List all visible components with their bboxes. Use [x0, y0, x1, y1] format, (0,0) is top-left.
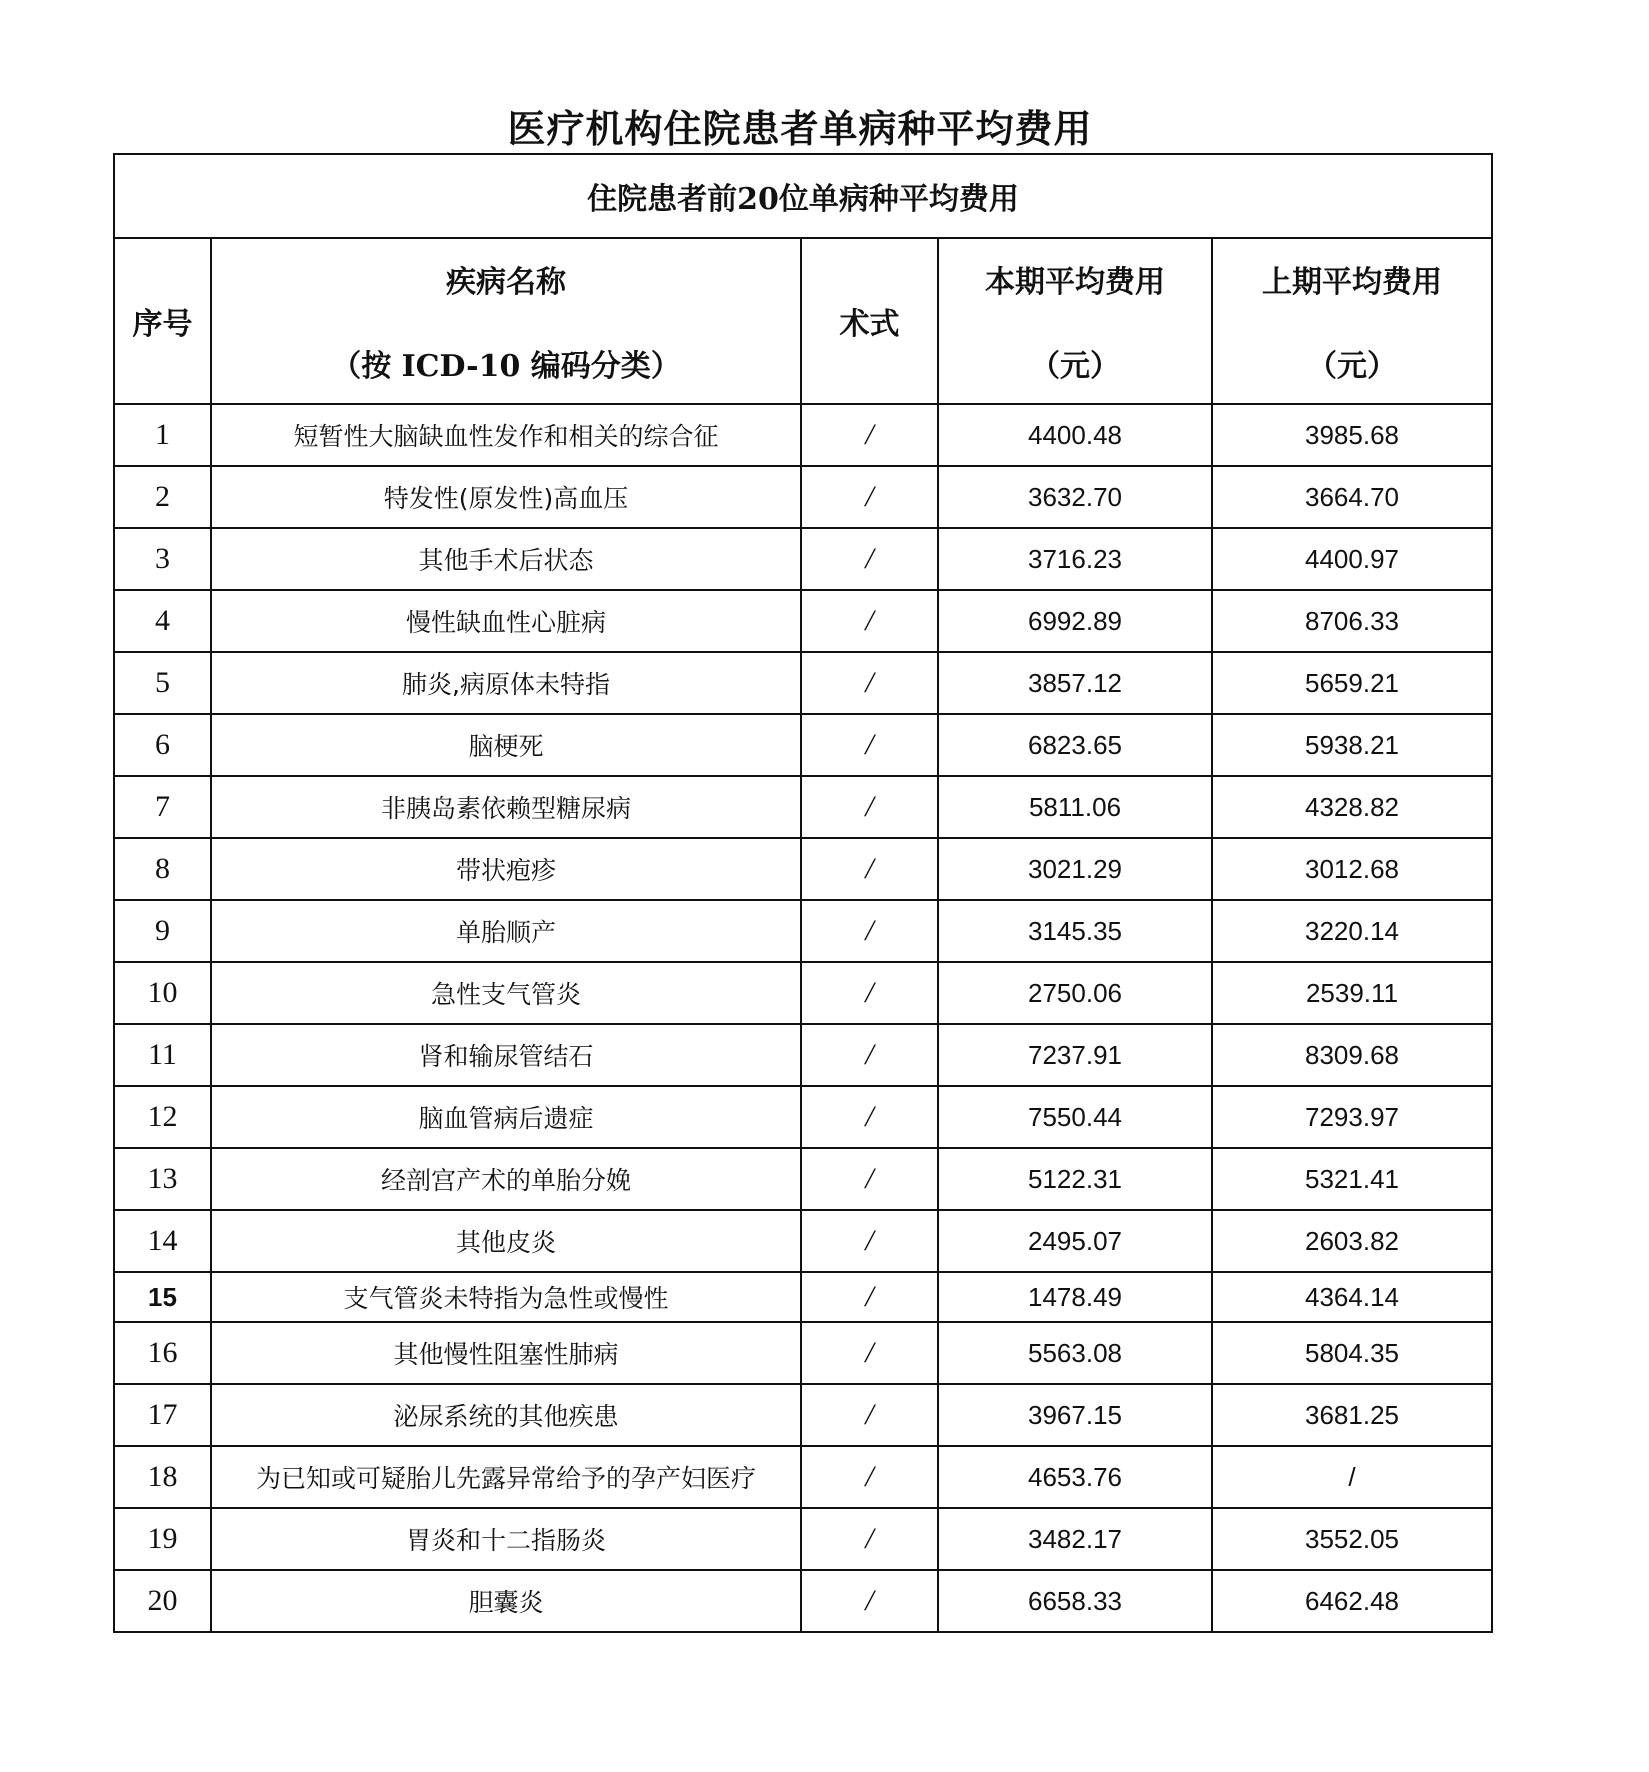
row-current-average: 3482.17 [938, 1508, 1212, 1570]
table-row [114, 652, 1492, 714]
row-current-average: 3145.35 [938, 900, 1212, 962]
row-current-average: 1478.49 [938, 1272, 1212, 1322]
row-disease-name: 非胰岛素依赖型糖尿病 [211, 776, 801, 838]
table-row [114, 1024, 1492, 1086]
header-current-average [938, 238, 1212, 404]
row-disease-name: 为已知或可疑胎儿先露异常给予的孕产妇医疗 [211, 1446, 801, 1508]
row-current-average: 2495.07 [938, 1210, 1212, 1272]
row-disease-name: 慢性缺血性心脏病 [211, 590, 801, 652]
table-row [114, 590, 1492, 652]
row-procedure: / [801, 1210, 938, 1272]
row-disease-name: 脑血管病后遗症 [211, 1086, 801, 1148]
row-previous-average: 5659.21 [1212, 652, 1492, 714]
row-disease-name: 短暂性大脑缺血性发作和相关的综合征 [211, 404, 801, 466]
header-disease-name-line1: 疾病名称 [446, 265, 566, 300]
table-row [114, 1272, 1492, 1322]
row-procedure: / [801, 776, 938, 838]
row-current-average: 4653.76 [938, 1446, 1212, 1508]
row-previous-average: 3220.14 [1212, 900, 1492, 962]
header-current-average-line1: 本期平均费用 [985, 265, 1165, 300]
row-previous-average: 5321.41 [1212, 1148, 1492, 1210]
row-previous-average: 5938.21 [1212, 714, 1492, 776]
row-current-average: 5811.06 [938, 776, 1212, 838]
row-previous-average: / [1212, 1446, 1492, 1508]
row-disease-name: 肾和输尿管结石 [211, 1024, 801, 1086]
row-disease-name: 其他皮炎 [211, 1210, 801, 1272]
row-procedure: / [801, 1322, 938, 1384]
row-disease-name: 急性支气管炎 [211, 962, 801, 1024]
row-current-average: 7237.91 [938, 1024, 1212, 1086]
table-row [114, 1322, 1492, 1384]
row-seq: 3 [114, 528, 211, 590]
header-previous-average-line2: （元） [1307, 349, 1397, 384]
table-row [114, 962, 1492, 1024]
row-current-average: 7550.44 [938, 1086, 1212, 1148]
row-disease-name: 肺炎,病原体未特指 [211, 652, 801, 714]
row-previous-average: 3012.68 [1212, 838, 1492, 900]
row-seq: 10 [114, 962, 211, 1024]
row-procedure: / [801, 652, 938, 714]
row-procedure: / [801, 900, 938, 962]
row-previous-average: 8309.68 [1212, 1024, 1492, 1086]
row-current-average: 6823.65 [938, 714, 1212, 776]
row-current-average: 6658.33 [938, 1570, 1212, 1632]
row-current-average: 3857.12 [938, 652, 1212, 714]
row-seq: 14 [114, 1210, 211, 1272]
row-previous-average: 7293.97 [1212, 1086, 1492, 1148]
row-procedure: / [801, 1570, 938, 1632]
row-current-average: 6992.89 [938, 590, 1212, 652]
row-seq: 18 [114, 1446, 211, 1508]
row-seq: 17 [114, 1384, 211, 1446]
table-row [114, 1446, 1492, 1508]
row-disease-name: 特发性(原发性)高血压 [211, 466, 801, 528]
row-procedure: / [801, 1272, 938, 1322]
row-procedure: / [801, 714, 938, 776]
row-procedure: / [801, 590, 938, 652]
header-row [114, 238, 1492, 404]
table-row [114, 1086, 1492, 1148]
header-disease-name [211, 238, 801, 404]
row-seq: 7 [114, 776, 211, 838]
row-disease-name: 支气管炎未特指为急性或慢性 [211, 1272, 801, 1322]
header-previous-average [1212, 238, 1492, 404]
row-disease-name: 胃炎和十二指肠炎 [211, 1508, 801, 1570]
row-seq: 20 [114, 1570, 211, 1632]
row-seq: 6 [114, 714, 211, 776]
row-procedure: / [801, 404, 938, 466]
row-current-average: 5563.08 [938, 1322, 1212, 1384]
row-procedure: / [801, 1148, 938, 1210]
row-seq: 15 [114, 1272, 211, 1322]
row-current-average: 3632.70 [938, 466, 1212, 528]
header-previous-average-line1: 上期平均费用 [1262, 265, 1442, 300]
row-previous-average: 3552.05 [1212, 1508, 1492, 1570]
header-current-average-line2: （元） [1030, 349, 1120, 384]
row-procedure: / [801, 1446, 938, 1508]
row-disease-name: 胆囊炎 [211, 1570, 801, 1632]
row-procedure: / [801, 962, 938, 1024]
row-disease-name: 经剖宫产术的单胎分娩 [211, 1148, 801, 1210]
table-row [114, 1384, 1492, 1446]
fee-table [113, 153, 1493, 1633]
table-row [114, 838, 1492, 900]
table-row [114, 1508, 1492, 1570]
row-procedure: / [801, 528, 938, 590]
row-seq: 12 [114, 1086, 211, 1148]
row-previous-average: 4400.97 [1212, 528, 1492, 590]
row-seq: 5 [114, 652, 211, 714]
row-previous-average: 8706.33 [1212, 590, 1492, 652]
row-current-average: 3716.23 [938, 528, 1212, 590]
row-previous-average: 3681.25 [1212, 1384, 1492, 1446]
table-row [114, 714, 1492, 776]
row-seq: 9 [114, 900, 211, 962]
table-row [114, 1210, 1492, 1272]
row-previous-average: 2539.11 [1212, 962, 1492, 1024]
row-procedure: / [801, 1086, 938, 1148]
row-disease-name: 泌尿系统的其他疾患 [211, 1384, 801, 1446]
row-disease-name: 脑梗死 [211, 714, 801, 776]
row-seq: 1 [114, 404, 211, 466]
row-seq: 11 [114, 1024, 211, 1086]
row-seq: 2 [114, 466, 211, 528]
row-previous-average: 3985.68 [1212, 404, 1492, 466]
row-current-average: 4400.48 [938, 404, 1212, 466]
row-disease-name: 带状疱疹 [211, 838, 801, 900]
row-disease-name: 其他慢性阻塞性肺病 [211, 1322, 801, 1384]
row-procedure: / [801, 466, 938, 528]
table-row [114, 900, 1492, 962]
caption-row [114, 154, 1492, 238]
row-procedure: / [801, 1024, 938, 1086]
row-disease-name: 单胎顺产 [211, 900, 801, 962]
header-disease-name-line2: （按 ICD-10 编码分类） [331, 349, 681, 384]
row-seq: 13 [114, 1148, 211, 1210]
row-previous-average: 4364.14 [1212, 1272, 1492, 1322]
header-seq: 序号 [114, 238, 211, 404]
row-current-average: 5122.31 [938, 1148, 1212, 1210]
page-title: 医疗机构住院患者单病种平均费用 [507, 106, 1093, 151]
row-seq: 8 [114, 838, 211, 900]
table-row [114, 528, 1492, 590]
row-previous-average: 2603.82 [1212, 1210, 1492, 1272]
table-row [114, 1570, 1492, 1632]
row-procedure: / [801, 838, 938, 900]
row-procedure: / [801, 1384, 938, 1446]
table-caption: 住院患者前20位单病种平均费用 [114, 154, 1492, 238]
row-current-average: 3021.29 [938, 838, 1212, 900]
table-row [114, 1148, 1492, 1210]
row-previous-average: 5804.35 [1212, 1322, 1492, 1384]
row-current-average: 2750.06 [938, 962, 1212, 1024]
table-row [114, 404, 1492, 466]
row-seq: 4 [114, 590, 211, 652]
table-row [114, 776, 1492, 838]
row-previous-average: 4328.82 [1212, 776, 1492, 838]
header-procedure: 术式 [801, 238, 938, 404]
row-current-average: 3967.15 [938, 1384, 1212, 1446]
row-procedure: / [801, 1508, 938, 1570]
row-seq: 19 [114, 1508, 211, 1570]
row-previous-average: 6462.48 [1212, 1570, 1492, 1632]
row-previous-average: 3664.70 [1212, 466, 1492, 528]
table-row [114, 466, 1492, 528]
row-disease-name: 其他手术后状态 [211, 528, 801, 590]
row-seq: 16 [114, 1322, 211, 1384]
